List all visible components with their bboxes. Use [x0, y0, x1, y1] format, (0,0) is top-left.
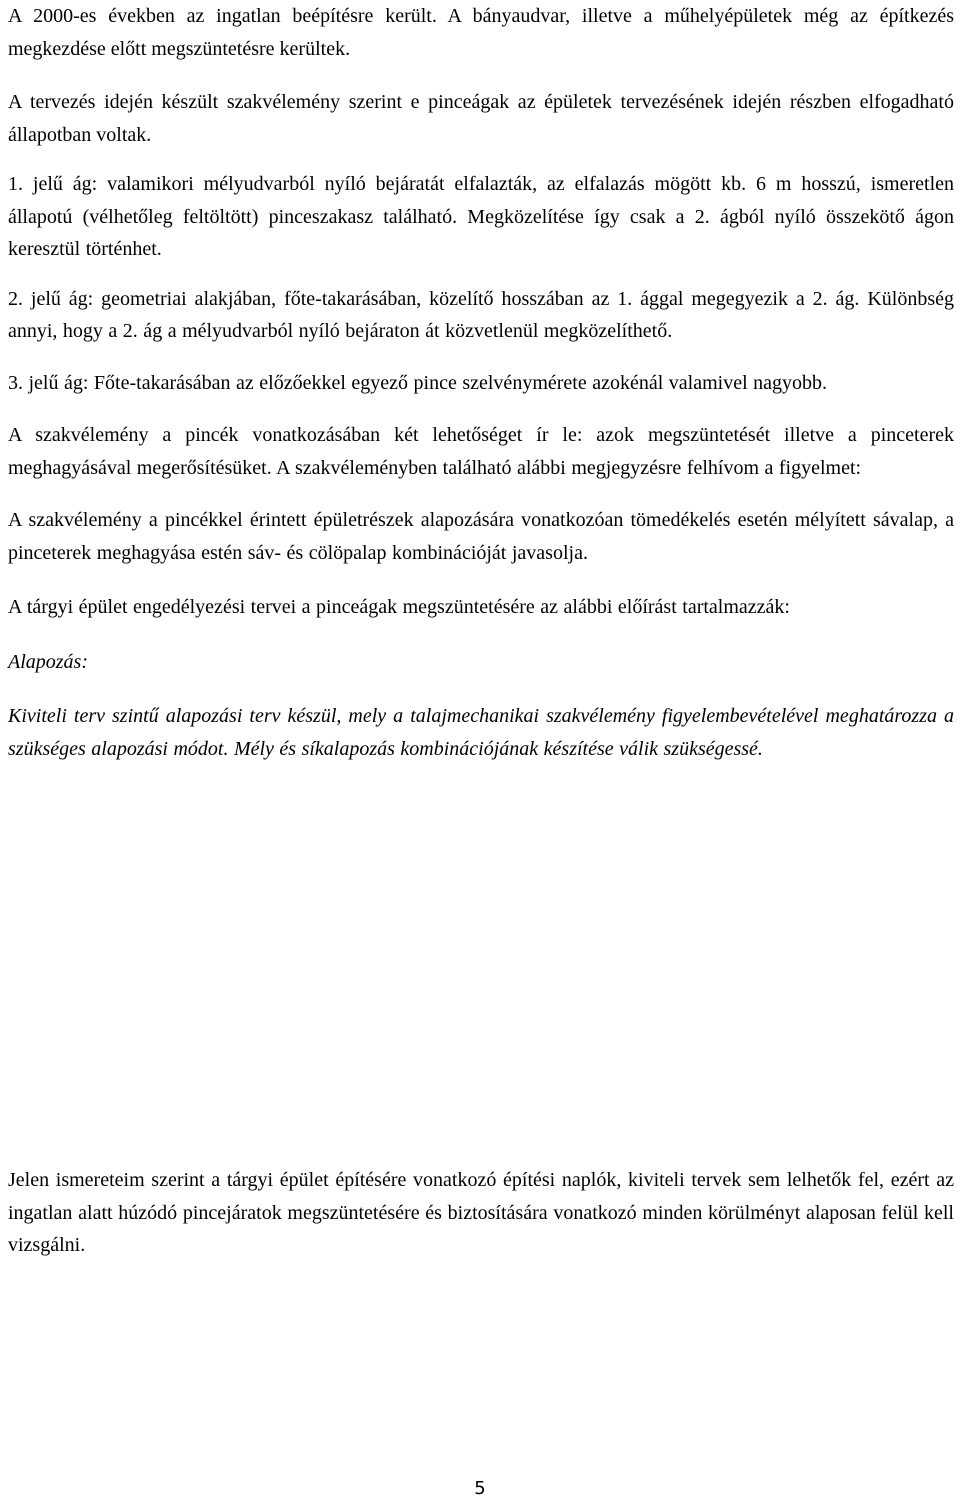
italic-paragraph-foundation: Kiviteli terv szintű alapozási terv készül, mely a talajmechanikai szakvélemény figyelembevételével meghatározza a szükséges alapozási módot. Mély és síkalapozás kombinációjának készítése válik szükségessé.	[8, 705, 954, 760]
paragraph-branch-1: 1. jelű ág: valamikori mélyudvarból nyíló bejáratát elfalazták, az elfalazás mögött kb. 6 m hosszú, ismeretlen állapotú (vélhetőleg feltöltött) pinceszakasz található. Megközelítése így csak a 2. ágból nyíló összekötő ágon keresztül történhet.	[8, 173, 954, 260]
paragraph-permit-plans: A tárgyi épület engedélyezési tervei a pinceágak megszüntetésére az alábbi előírást tartalmazzák:	[8, 596, 790, 618]
page-number: 5	[474, 1478, 486, 1499]
italic-heading-foundation: Alapozás:	[8, 650, 88, 673]
paragraph-options: A szakvélemény a pincék vonatkozásában két lehetőséget ír le: azok megszüntetését illetve a pinceterek meghagyásával megerősítésüket. A szakvéleményben található alábbi megjegyzésre felhívom a figyelmet:	[8, 424, 954, 479]
document-body	[8, 0, 954, 765]
paragraph-closing: Jelen ismereteim szerint a tárgyi épület építésére vonatkozó építési naplók, kiviteli tervek sem lelhetők fel, ezért az ingatlan alatt húzódó pincejáratok megszüntetésére és biztosítására vonatkozó minden körülményt alaposan felül kell vizsgálni.	[8, 1169, 954, 1256]
paragraph-branch-2: 2. jelű ág: geometriai alakjában, főte-takarásában, közelítő hosszában az 1. ággal megegyezik a 2. ág. Különbség annyi, hogy a 2. ág a mélyudvarból nyíló bejáraton át közvetlenül megközelíthető.	[8, 287, 954, 342]
paragraph-expert-opinion: A tervezés idején készült szakvélemény szerint e pinceágak az épületek tervezésének idején részben elfogadható állapotban voltak.	[8, 91, 954, 146]
paragraph-building-history: A 2000-es években az ingatlan beépítésre került. A bányaudvar, illetve a műhelyépületek még az építkezés megkezdése előtt megszüntetésre kerültek.	[8, 5, 954, 60]
closing-section	[8, 1164, 954, 1262]
paragraph-foundation-recommendation: A szakvélemény a pincékkel érintett épületrészek alapozására vonatkozóan tömedékelés esetén mélyített sávalap, a pinceterek meghagyása estén sáv- és cölöpalap kombinációját javasolja.	[8, 509, 954, 564]
paragraph-branch-3: 3. jelű ág: Főte-takarásában az előzőekkel egyező pince szelvénymérete azokénál valamivel nagyobb.	[8, 371, 828, 394]
